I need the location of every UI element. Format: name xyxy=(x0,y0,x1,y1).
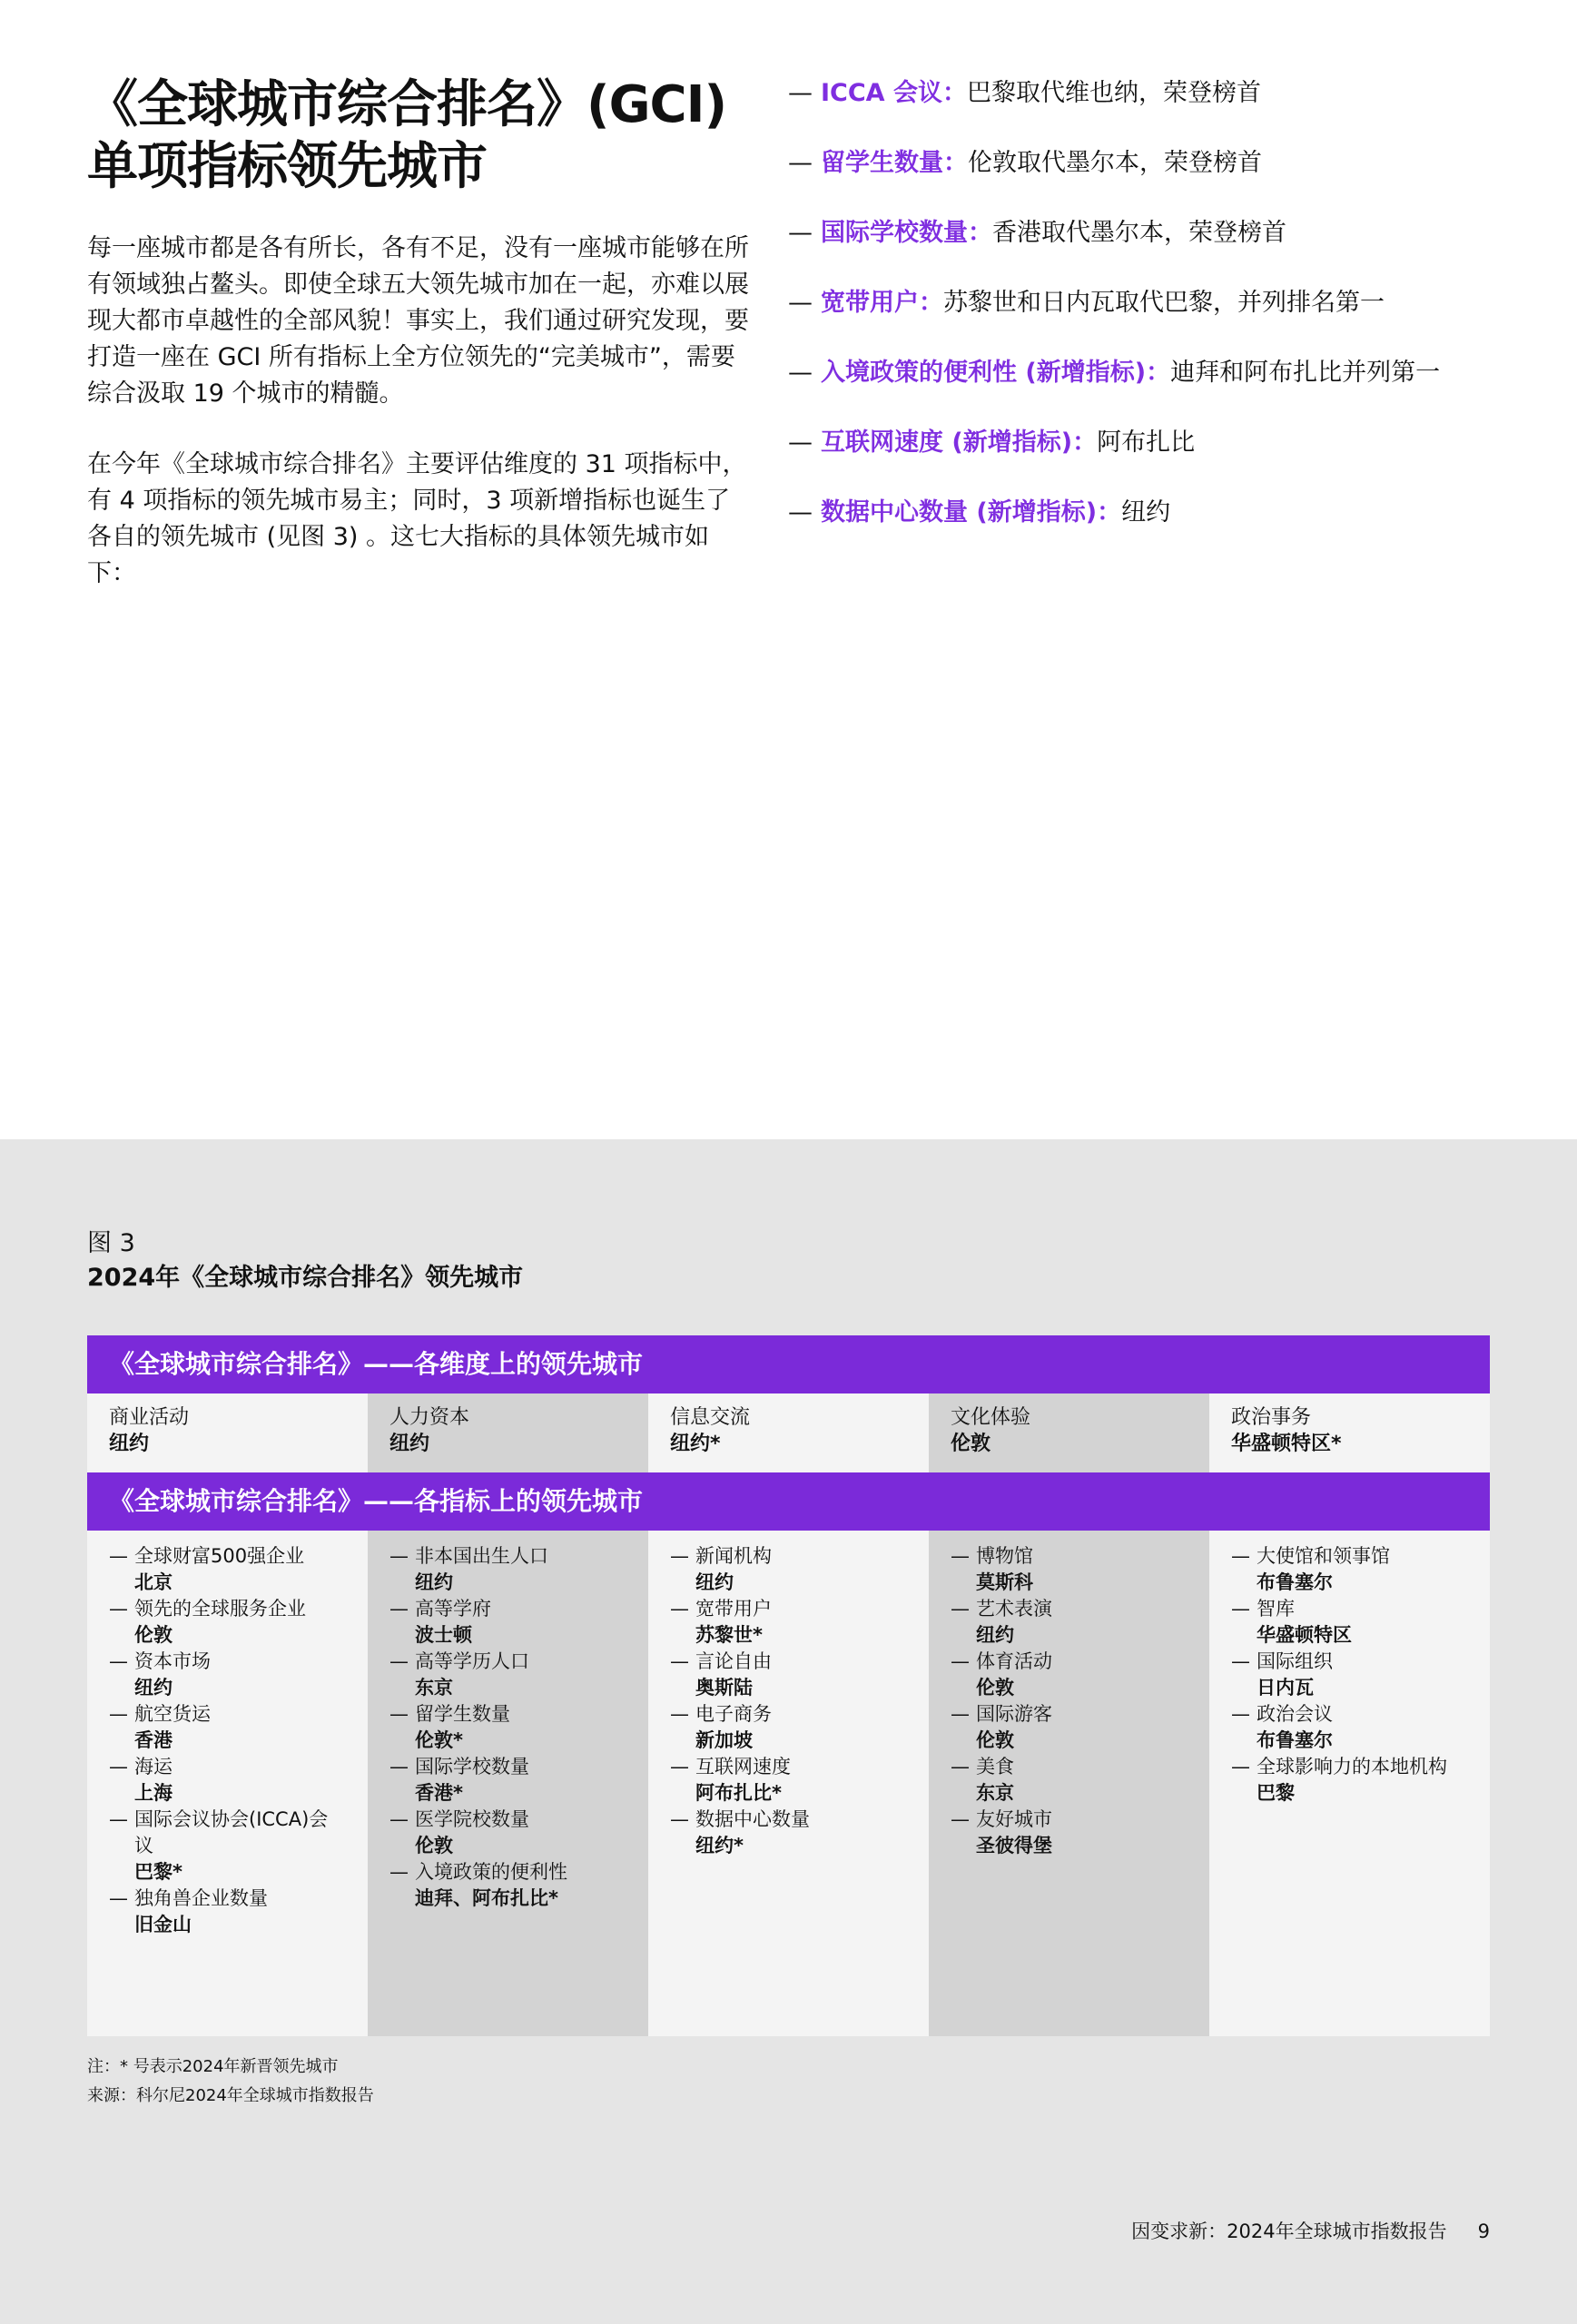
indicator-leader-city: 上海 xyxy=(134,1782,172,1804)
highlight-body xyxy=(821,356,1460,390)
indicator-name: 国际学校数量 xyxy=(415,1756,529,1777)
indicator-item xyxy=(670,1754,907,1807)
highlight-city: 伦敦取代墨尔本，荣登榜首 xyxy=(968,149,1262,177)
indicator-item xyxy=(951,1701,1188,1754)
dash-bullet: — xyxy=(389,1703,409,1725)
indicator-body xyxy=(415,1859,626,1912)
highlight-body xyxy=(821,76,1460,111)
indicator-leader-city: 东京 xyxy=(415,1677,453,1699)
dash-bullet: — xyxy=(951,1598,970,1620)
highlight-city: 香港取代墨尔本，荣登榜首 xyxy=(992,219,1286,247)
indicator-column xyxy=(1209,1531,1490,2036)
indicator-body xyxy=(695,1754,907,1807)
highlights-list xyxy=(788,76,1460,566)
indicator-name: 留学生数量 xyxy=(415,1703,510,1725)
dash-bullet: — xyxy=(788,79,813,107)
intro-paragraph-1: 每一座城市都是各有所长，各有不足，没有一座城市能够在所有领域独占鳌头。即使全球五大领先城市加在一起，亦难以展现大都市卓越性的全部风貌！事实上，我们通过研究发现，要打造一座在 GCI 所有指标上全方位领先的“完美城市”，需要综合汲取 19 个城市的精髓。 xyxy=(87,234,749,408)
indicator-name: 电子商务 xyxy=(695,1703,772,1725)
dimension-name: 信息交流 xyxy=(670,1406,751,1429)
highlight-item xyxy=(788,286,1460,320)
indicator-body xyxy=(134,1886,346,1938)
indicator-name: 言论自由 xyxy=(695,1650,772,1672)
dimension-name: 政治事务 xyxy=(1231,1406,1312,1429)
indicator-column xyxy=(368,1531,648,2036)
indicator-item xyxy=(670,1596,907,1649)
indicator-body xyxy=(695,1596,907,1649)
indicator-body xyxy=(976,1807,1188,1859)
dash-bullet: — xyxy=(389,1756,409,1777)
highlight-body xyxy=(821,286,1460,320)
indicator-body xyxy=(695,1807,907,1859)
dash-bullet: — xyxy=(1231,1650,1250,1672)
indicator-body xyxy=(134,1596,346,1649)
highlight-item xyxy=(788,216,1460,251)
indicator-name: 新闻机构 xyxy=(695,1545,772,1567)
indicator-leader-city: 纽约 xyxy=(415,1571,453,1593)
dash-bullet: — xyxy=(788,149,813,177)
footer-report-title: 因变求新：2024年全球城市指数报告 xyxy=(1131,2221,1447,2242)
indicator-leader-city: 华盛顿特区 xyxy=(1257,1624,1352,1646)
indicator-item xyxy=(951,1807,1188,1859)
indicator-item xyxy=(951,1543,1188,1596)
indicator-name: 独角兽企业数量 xyxy=(134,1887,268,1909)
highlight-item xyxy=(788,356,1460,390)
indicator-body xyxy=(976,1701,1188,1754)
highlight-indicator: 宽带用户： xyxy=(821,289,943,317)
dimension-leader-city: 纽约 xyxy=(389,1433,430,1455)
dash-bullet: — xyxy=(670,1756,689,1777)
dash-bullet: — xyxy=(788,219,813,247)
dash-bullet: — xyxy=(670,1650,689,1672)
indicator-body xyxy=(415,1754,626,1807)
indicator-item xyxy=(389,1754,626,1807)
indicator-item xyxy=(1231,1649,1468,1701)
indicator-leader-city: 伦敦 xyxy=(976,1677,1014,1699)
indicator-body xyxy=(976,1649,1188,1701)
highlight-city: 巴黎取代维也纳，荣登榜首 xyxy=(966,79,1261,107)
indicator-leader-city: 北京 xyxy=(134,1571,172,1593)
highlight-item xyxy=(788,426,1460,460)
dash-bullet: — xyxy=(670,1808,689,1830)
highlight-body xyxy=(821,216,1460,251)
indicator-leader-city: 阿布扎比* xyxy=(695,1782,782,1804)
highlight-indicator: 入境政策的便利性 (新增指标)： xyxy=(821,359,1171,387)
indicator-name: 政治会议 xyxy=(1257,1703,1333,1725)
dash-bullet: — xyxy=(951,1650,970,1672)
indicator-body xyxy=(1257,1543,1468,1596)
indicator-item xyxy=(389,1701,626,1754)
indicator-name: 入境政策的便利性 xyxy=(415,1861,567,1883)
dash-bullet: — xyxy=(109,1545,128,1567)
dimension-cell xyxy=(368,1393,648,1472)
dash-bullet: — xyxy=(951,1703,970,1725)
indicator-leader-city: 纽约 xyxy=(695,1571,734,1593)
highlight-indicator: 数据中心数量 (新增指标)： xyxy=(821,498,1122,527)
indicator-body xyxy=(134,1543,346,1596)
indicator-item xyxy=(109,1649,346,1701)
indicator-leader-city: 纽约* xyxy=(695,1835,744,1856)
indicator-column xyxy=(87,1531,368,2036)
indicator-leader-city: 香港* xyxy=(415,1782,463,1804)
indicator-leader-city: 巴黎 xyxy=(1257,1782,1295,1804)
indicator-body xyxy=(976,1596,1188,1649)
highlight-item xyxy=(788,146,1460,181)
dash-bullet: — xyxy=(788,428,813,457)
leading-cities-figure xyxy=(87,1335,1490,2036)
indicator-leader-city: 新加坡 xyxy=(695,1729,753,1751)
dimension-name: 文化体验 xyxy=(951,1406,1031,1429)
indicator-body xyxy=(134,1649,346,1701)
dimension-cell xyxy=(87,1393,368,1472)
indicator-body xyxy=(976,1543,1188,1596)
indicator-body xyxy=(695,1701,907,1754)
indicator-leaders-row xyxy=(87,1531,1490,2036)
indicator-leader-city: 纽约 xyxy=(134,1677,172,1699)
dash-bullet: — xyxy=(1231,1545,1250,1567)
indicator-item xyxy=(1231,1596,1468,1649)
indicator-item xyxy=(109,1886,346,1938)
indicator-item xyxy=(1231,1543,1468,1596)
dimension-name: 人力资本 xyxy=(389,1406,470,1429)
indicator-leader-city: 伦敦 xyxy=(415,1835,453,1856)
indicator-name: 海运 xyxy=(134,1756,172,1777)
dash-bullet: — xyxy=(670,1598,689,1620)
indicator-name: 医学院校数量 xyxy=(415,1808,529,1830)
dash-bullet: — xyxy=(951,1756,970,1777)
indicator-name: 非本国出生人口 xyxy=(415,1545,548,1567)
indicator-name: 高等学历人口 xyxy=(415,1650,529,1672)
highlight-body xyxy=(821,496,1460,530)
dimension-leader-city: 华盛顿特区* xyxy=(1231,1433,1342,1455)
highlight-indicator: 留学生数量： xyxy=(821,149,968,177)
indicator-name: 体育活动 xyxy=(976,1650,1052,1672)
dash-bullet: — xyxy=(389,1650,409,1672)
page-footer xyxy=(1131,2217,1490,2244)
indicator-item xyxy=(109,1701,346,1754)
dimension-cell xyxy=(1209,1393,1490,1472)
indicator-item xyxy=(1231,1754,1468,1807)
indicator-body xyxy=(134,1754,346,1807)
indicator-body xyxy=(1257,1649,1468,1701)
indicator-leader-city: 莫斯科 xyxy=(976,1571,1033,1593)
indicator-leader-city: 旧金山 xyxy=(134,1914,192,1935)
indicator-leader-city: 日内瓦 xyxy=(1257,1677,1314,1699)
indicator-name: 高等学府 xyxy=(415,1598,491,1620)
indicator-body xyxy=(976,1754,1188,1807)
highlight-city: 苏黎世和日内瓦取代巴黎，并列排名第一 xyxy=(943,289,1385,317)
indicator-name: 宽带用户 xyxy=(695,1598,772,1620)
indicator-item xyxy=(951,1649,1188,1701)
indicator-leader-city: 伦敦 xyxy=(976,1729,1014,1751)
indicator-name: 数据中心数量 xyxy=(695,1808,810,1830)
indicator-leader-city: 奥斯陆 xyxy=(695,1677,753,1699)
dash-bullet: — xyxy=(788,498,813,527)
dash-bullet: — xyxy=(788,359,813,387)
indicator-name: 领先的全球服务企业 xyxy=(134,1598,306,1620)
dash-bullet: — xyxy=(389,1861,409,1883)
indicator-body xyxy=(695,1649,907,1701)
indicator-body xyxy=(1257,1754,1468,1807)
dash-bullet: — xyxy=(670,1703,689,1725)
dash-bullet: — xyxy=(670,1545,689,1567)
indicator-item xyxy=(670,1807,907,1859)
indicator-item xyxy=(389,1859,626,1912)
indicator-item xyxy=(389,1807,626,1859)
highlight-city: 纽约 xyxy=(1121,498,1171,527)
indicator-leader-city: 巴黎* xyxy=(134,1861,182,1883)
figure-note: 注：* 号表示2024年新晋领先城市 xyxy=(87,2057,339,2076)
highlight-indicator: 互联网速度 (新增指标)： xyxy=(821,428,1098,457)
dash-bullet: — xyxy=(788,289,813,317)
indicator-body xyxy=(415,1701,626,1754)
dash-bullet: — xyxy=(109,1703,128,1725)
dimension-leader-city: 纽约 xyxy=(109,1433,150,1455)
indicator-name: 互联网速度 xyxy=(695,1756,791,1777)
indicator-name: 博物馆 xyxy=(976,1545,1033,1567)
indicator-body xyxy=(415,1807,626,1859)
indicator-item xyxy=(951,1596,1188,1649)
highlight-indicator: 国际学校数量： xyxy=(821,219,992,247)
dash-bullet: — xyxy=(389,1545,409,1567)
indicator-leader-city: 苏黎世* xyxy=(695,1624,763,1646)
title-line-2: 单项指标领先城市 xyxy=(87,137,487,196)
indicator-leader-city: 伦敦* xyxy=(415,1729,463,1751)
intro-column xyxy=(87,74,750,592)
indicator-leaders-header: 《全球城市综合排名》——各指标上的领先城市 xyxy=(87,1472,1490,1531)
indicator-column xyxy=(929,1531,1209,2036)
indicator-item xyxy=(389,1596,626,1649)
indicator-body xyxy=(415,1543,626,1596)
indicator-body xyxy=(415,1649,626,1701)
dimension-leader-city: 伦敦 xyxy=(951,1433,991,1455)
indicator-name: 大使馆和领事馆 xyxy=(1257,1545,1390,1567)
figure-label: 图 3 xyxy=(87,1229,135,1257)
indicator-body xyxy=(415,1596,626,1649)
page-number: 9 xyxy=(1477,2221,1490,2242)
indicator-leader-city: 伦敦 xyxy=(134,1624,172,1646)
figure-title: 2024年《全球城市综合排名》领先城市 xyxy=(87,1264,524,1292)
indicator-leader-city: 布鲁塞尔 xyxy=(1257,1729,1333,1751)
indicator-name: 国际会议协会(ICCA)会议 xyxy=(134,1808,329,1856)
indicator-item xyxy=(109,1596,346,1649)
indicator-item xyxy=(670,1701,907,1754)
dash-bullet: — xyxy=(951,1545,970,1567)
highlight-body xyxy=(821,426,1460,460)
indicator-item xyxy=(1231,1701,1468,1754)
dash-bullet: — xyxy=(951,1808,970,1830)
indicator-item xyxy=(670,1543,907,1596)
indicator-leader-city: 东京 xyxy=(976,1782,1014,1804)
dash-bullet: — xyxy=(1231,1756,1250,1777)
highlight-city: 阿布扎比 xyxy=(1097,428,1196,457)
indicator-leader-city: 迪拜、阿布扎比* xyxy=(415,1887,558,1909)
dash-bullet: — xyxy=(1231,1598,1250,1620)
indicator-body xyxy=(1257,1701,1468,1754)
indicator-name: 智库 xyxy=(1257,1598,1295,1620)
dash-bullet: — xyxy=(109,1887,128,1909)
dash-bullet: — xyxy=(109,1598,128,1620)
indicator-item xyxy=(951,1754,1188,1807)
dimension-cell xyxy=(929,1393,1209,1472)
dash-bullet: — xyxy=(1231,1703,1250,1725)
dimension-leaders-row xyxy=(87,1393,1490,1472)
indicator-leader-city: 布鲁塞尔 xyxy=(1257,1571,1333,1593)
dash-bullet: — xyxy=(109,1808,128,1830)
figure-source: 来源：科尔尼2024年全球城市指数报告 xyxy=(87,2086,374,2105)
indicator-body xyxy=(134,1701,346,1754)
indicator-item xyxy=(389,1649,626,1701)
indicator-item xyxy=(109,1807,346,1886)
indicator-name: 全球财富500强企业 xyxy=(134,1545,305,1567)
indicator-item xyxy=(109,1754,346,1807)
indicator-name: 艺术表演 xyxy=(976,1598,1052,1620)
page-title xyxy=(87,74,750,198)
indicator-name: 友好城市 xyxy=(976,1808,1052,1830)
indicator-name: 全球影响力的本地机构 xyxy=(1257,1756,1447,1777)
dash-bullet: — xyxy=(109,1650,128,1672)
indicator-name: 国际组织 xyxy=(1257,1650,1333,1672)
dash-bullet: — xyxy=(389,1598,409,1620)
indicator-name: 资本市场 xyxy=(134,1650,211,1672)
dimension-name: 商业活动 xyxy=(109,1406,190,1429)
highlight-city: 迪拜和阿布扎比并列第一 xyxy=(1170,359,1441,387)
indicator-body xyxy=(695,1543,907,1596)
indicator-leader-city: 波士顿 xyxy=(415,1624,472,1646)
indicator-item xyxy=(389,1543,626,1596)
indicator-leader-city: 圣彼得堡 xyxy=(976,1835,1052,1856)
indicator-leader-city: 香港 xyxy=(134,1729,172,1751)
dash-bullet: — xyxy=(109,1756,128,1777)
indicator-name: 美食 xyxy=(976,1756,1014,1777)
title-line-1: 《全球城市综合排名》(GCI) xyxy=(87,75,727,134)
indicator-item xyxy=(670,1649,907,1701)
highlight-body xyxy=(821,146,1460,181)
dash-bullet: — xyxy=(389,1808,409,1830)
indicator-name: 国际游客 xyxy=(976,1703,1052,1725)
dimension-leaders-header: 《全球城市综合排名》——各维度上的领先城市 xyxy=(87,1335,1490,1393)
highlight-item xyxy=(788,76,1460,111)
indicator-name: 航空货运 xyxy=(134,1703,211,1725)
indicator-column xyxy=(648,1531,929,2036)
highlight-indicator: ICCA 会议： xyxy=(821,79,967,107)
intro-paragraph-2: 在今年《全球城市综合排名》主要评估维度的 31 项指标中，有 4 项指标的领先城市易主；同时，3 项新增指标也诞生了各自的领先城市 (见图 3) 。这七大指标的具体领先城市如下： xyxy=(87,450,747,587)
dimension-leader-city: 纽约* xyxy=(670,1433,721,1455)
indicator-item xyxy=(109,1543,346,1596)
highlight-item xyxy=(788,496,1460,530)
indicator-leader-city: 纽约 xyxy=(976,1624,1014,1646)
indicator-body xyxy=(1257,1596,1468,1649)
dimension-cell xyxy=(648,1393,929,1472)
indicator-body xyxy=(134,1807,346,1886)
